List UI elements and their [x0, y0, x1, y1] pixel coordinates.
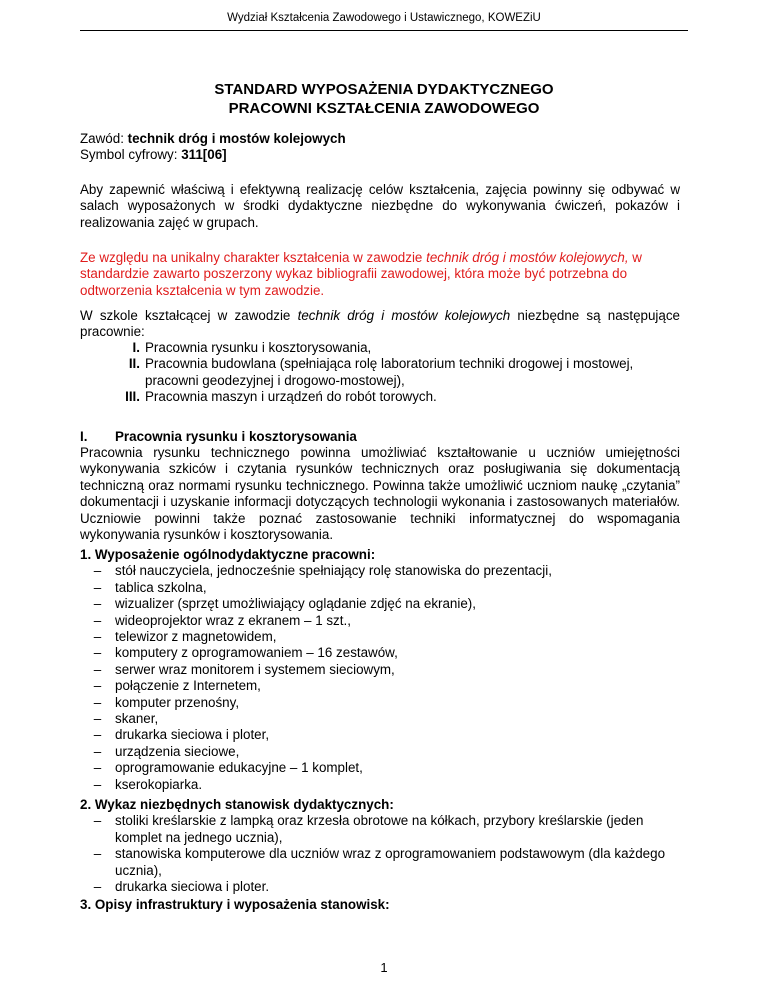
- workshop-list: [80, 340, 680, 406]
- note-text-1: Ze względu na unikalny charakter kształcenia w zawodzie: [80, 250, 427, 265]
- dash-marker: –: [93, 596, 102, 612]
- note-paragraph: [80, 250, 680, 299]
- list-item: [80, 678, 680, 694]
- list-item-text: skaner,: [115, 711, 159, 727]
- symbol-line: [80, 147, 680, 163]
- list-item-text: serwer wraz monitorem i systemem sieciowym,: [115, 661, 395, 677]
- list-item-text: telewizor z magnetowidem,: [115, 629, 277, 645]
- profession-value: technik dróg i mostów kolejowych: [127, 131, 346, 146]
- workshop-text: Pracownia maszyn i urządzeń do robót torowych.: [145, 389, 437, 405]
- list-item-text: urządzenia sieciowe,: [115, 743, 240, 759]
- list-item-text: tablica szkolna,: [115, 579, 207, 595]
- dash-marker: –: [93, 579, 102, 595]
- list-item: [80, 879, 680, 895]
- dash-marker: –: [93, 727, 102, 743]
- dash-marker: –: [93, 879, 102, 895]
- list-item-text: drukarka sieciowa i ploter.: [115, 879, 270, 895]
- stations-items: [80, 813, 680, 895]
- list-item-text: kserokopiarka.: [115, 776, 203, 792]
- list-item: [80, 727, 680, 743]
- workshop-item: [80, 356, 680, 389]
- school-text-1: W szkole kształcącej w zawodzie: [80, 308, 298, 323]
- list-item: [80, 760, 680, 776]
- dash-marker: –: [93, 743, 102, 759]
- section-1-title: Pracownia rysunku i kosztorysowania: [115, 429, 357, 444]
- section-1-heading: [80, 429, 680, 445]
- workshop-number: III.: [125, 389, 140, 405]
- dash-marker: –: [93, 678, 102, 694]
- symbol-value: 311[06]: [181, 147, 227, 163]
- page-number: 1: [380, 960, 388, 975]
- list-item-text: drukarka sieciowa i ploter,: [115, 727, 270, 743]
- list-item: [80, 662, 680, 678]
- workshop-text: Pracownia budowlana (spełniająca rolę laboratorium techniki drogowej i mostowej, pracowni geodezyjnej i drogowo-mostowej),: [145, 356, 634, 388]
- section-1-body: Pracownia rysunku technicznego powinna umożliwiać kształtowanie u uczniów umiejętności wykonywania szkiców i czytania rysunków technicznych oraz posługiwania się dokumentacją techniczną oraz normami rysunku technicznego. Powinna także umożliwić uczniom naukę „czytania” dokumentacji i uzyskanie informacji dotyczących technologii wykonania i zastosowanych materiałów. Uczniowie powinni także poznać zastosowanie techniki informatycznej do wspomagania wykonywania rysunków i kosztorysowania.: [80, 445, 680, 543]
- workshop-number: II.: [128, 356, 140, 372]
- dash-marker: –: [93, 612, 102, 628]
- list-item-text: połączenie z Internetem,: [115, 678, 261, 694]
- school-paragraph: [80, 308, 680, 341]
- dash-marker: –: [93, 776, 102, 792]
- list-item: [80, 711, 680, 727]
- workshop-number: I.: [132, 340, 140, 355]
- dash-marker: –: [93, 563, 102, 579]
- list-item: [80, 846, 680, 879]
- stations-heading: 2. Wykaz niezbędnych stanowisk dydaktycznych:: [80, 797, 394, 812]
- list-item: [80, 613, 680, 629]
- dash-marker: –: [93, 760, 102, 776]
- list-item-text: komputer przenośny,: [115, 694, 240, 710]
- list-item: [80, 629, 680, 645]
- workshop-item: [80, 340, 680, 356]
- list-item: [80, 744, 680, 760]
- list-item: [80, 813, 680, 846]
- note-profession: technik dróg i mostów kolejowych,: [426, 250, 629, 265]
- profession-line: [80, 131, 680, 147]
- school-profession: technik dróg i mostów kolejowych: [297, 308, 511, 323]
- list-item: [80, 596, 680, 612]
- title-line-2: PRACOWNI KSZTAŁCENIA ZAWODOWEGO: [228, 100, 540, 117]
- dash-marker: –: [93, 711, 102, 727]
- list-item-text: stół nauczyciela, jednocześnie spełniający rolę stanowiska do prezentacji,: [115, 563, 552, 579]
- workshop-text: Pracownia rysunku i kosztorysowania,: [145, 340, 372, 355]
- section-1-number: I.: [80, 429, 88, 444]
- list-item-text: oprogramowanie edukacyjne – 1 komplet,: [115, 760, 363, 776]
- dash-marker: –: [93, 661, 102, 677]
- profession-info: [80, 131, 680, 164]
- header-rule: [80, 30, 688, 31]
- running-header: Wydział Kształcenia Zawodowego i Ustawicznego, KOWEZiU: [227, 12, 541, 24]
- list-item-text: stanowiska komputerowe dla uczniów wraz z oprogramowaniem podstawowym (dla każdego ucznia),: [115, 846, 666, 878]
- document-title: [0, 80, 768, 118]
- stations-list: [80, 797, 680, 895]
- equipment-list: [80, 547, 680, 793]
- intro-paragraph: Aby zapewnić właściwą i efektywną realizację celów kształcenia, zajęcia powinny się odbywać w salach wyposażonych w środki dydaktyczne niezbędne do wykonywania ćwiczeń, pokazów i realizowania zajęć w grupach.: [80, 182, 680, 230]
- school-text-2: niezbędne są następujące pracownie:: [80, 308, 680, 340]
- section-3-heading: 3. Opisy infrastruktury i wyposażenia stanowisk:: [80, 897, 390, 912]
- equipment-heading: 1. Wyposażenie ogólnodydaktyczne pracowni:: [80, 547, 376, 562]
- title-line-1: STANDARD WYPOSAŻENIA DYDAKTYCZNEGO: [214, 81, 554, 98]
- note-text-2: w standardzie zawarto poszerzony wykaz bibliografii zawodowej, która może być potrzebna do odtworzenia kształcenia w tym zawodzie.: [80, 250, 642, 298]
- dash-marker: –: [93, 813, 102, 829]
- dash-marker: –: [93, 645, 102, 661]
- list-item-text: komputery z oprogramowaniem – 16 zestawów,: [115, 645, 398, 661]
- dash-marker: –: [93, 846, 102, 862]
- list-item: [80, 645, 680, 661]
- list-item: [80, 777, 680, 793]
- list-item-text: wideoprojektor wraz z ekranem – 1 szt.,: [115, 612, 351, 628]
- list-item: [80, 563, 680, 579]
- list-item-text: wizualizer (sprzęt umożliwiający oglądanie zdjęć na ekranie),: [115, 596, 476, 612]
- profession-label: Zawód:: [80, 131, 128, 146]
- dash-marker: –: [93, 629, 102, 645]
- equipment-items: [80, 563, 680, 793]
- dash-marker: –: [93, 694, 102, 710]
- workshop-item: [80, 389, 680, 405]
- list-item: [80, 695, 680, 711]
- symbol-label: Symbol cyfrowy:: [80, 147, 182, 163]
- list-item-text: stoliki kreślarskie z lampką oraz krzesła obrotowe na kółkach, przybory kreślarskie (jeden komplet na jednego ucznia),: [115, 813, 644, 845]
- list-item: [80, 580, 680, 596]
